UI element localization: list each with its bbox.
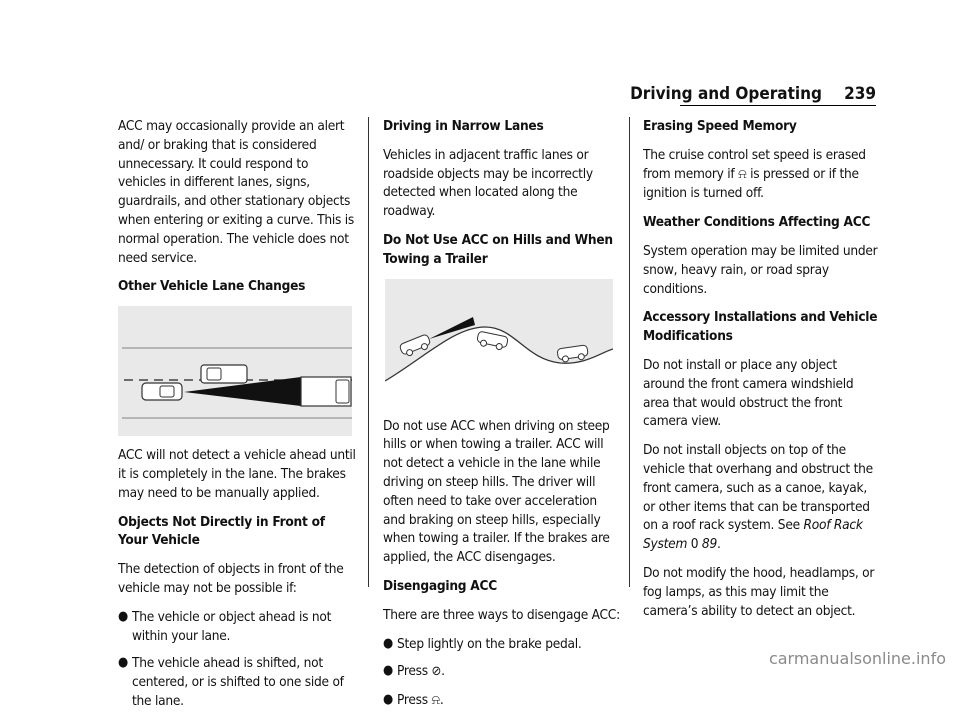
subheading: Disengaging ACC bbox=[383, 577, 497, 594]
subheading: Driving in Narrow Lanes bbox=[383, 118, 544, 134]
paragraph: There are three ways to disengage ACC: bbox=[383, 606, 620, 623]
list-item: ● Press ⍾. bbox=[383, 692, 444, 709]
paragraph: The detection of objects in front of the vehicle may not be possible if: bbox=[118, 561, 344, 596]
list-item: ● The vehicle ahead is shifted, not centered, or is shifted to one side of the lane. bbox=[118, 655, 344, 709]
bullet-icon: ● bbox=[383, 692, 393, 708]
column-divider bbox=[368, 117, 369, 587]
paragraph: Do not modify the hood, headlamps, or fog lamps, as this may limit the camera’s ability to detect an object. bbox=[643, 564, 875, 619]
cruise-control-icon: ⍾ bbox=[738, 166, 747, 182]
page-ref-arrow: 0 bbox=[690, 536, 699, 553]
cancel-cruise-icon: ⊘ bbox=[431, 664, 442, 680]
cross-reference-link[interactable]: Roof Rack System bbox=[643, 517, 863, 553]
paragraph: The cruise control set speed is erased from memory if ⍾ is pressed or if the ignition is turned off. bbox=[643, 146, 866, 202]
column-divider bbox=[629, 117, 630, 587]
paragraph: Do not install or place any object around the front camera windshield area that would obstruct the front camera view. bbox=[643, 356, 854, 430]
paragraph: ACC may occasionally provide an alert and/ or braking that is considered unnecessary. It could respond to vehicles in different lanes, signs, guardrails, and other stationary objects when entering or exiting a curve. This is normal operation. The vehicle does not need service. bbox=[118, 118, 355, 266]
subheading: Do Not Use ACC on Hills and When Towing a Trailer bbox=[383, 231, 613, 267]
header-rule bbox=[680, 105, 876, 106]
bullet-list bbox=[383, 635, 621, 711]
column-2 bbox=[383, 117, 621, 720]
subheading: Objects Not Directly in Front of Your Vehicle bbox=[118, 513, 325, 549]
column-3 bbox=[643, 117, 881, 630]
page-header bbox=[0, 80, 876, 106]
hills-illustration bbox=[385, 279, 613, 407]
bullet-icon: ● bbox=[383, 663, 393, 679]
bullet-list bbox=[118, 608, 358, 711]
section-title: Driving and Operating bbox=[630, 84, 822, 104]
column-1 bbox=[118, 117, 358, 720]
paragraph: Vehicles in adjacent traffic lanes or roadside objects may be incorrectly detected when located along the roadway. bbox=[383, 146, 593, 220]
watermark: carmanualsonline.info bbox=[768, 649, 946, 668]
paragraph: Do not install objects on top of the vehicle that overhang and obstruct the front camera, such as a canoe, kayak, or other items that can be transported on a roof rack system. See Roof Rack System 0 89. bbox=[643, 442, 873, 553]
subheading: Weather Conditions Affecting ACC bbox=[643, 214, 871, 231]
subheading: Other Vehicle Lane Changes bbox=[118, 278, 306, 295]
list-item: ● Press ⊘. bbox=[383, 663, 445, 680]
paragraph: ACC will not detect a vehicle ahead until it is completely in the lane. The brakes may need to be manually applied. bbox=[118, 447, 356, 501]
bullet-icon: ● bbox=[118, 655, 128, 671]
cruise-control-icon: ⍾ bbox=[431, 693, 440, 709]
paragraph: Do not use ACC when driving on steep hills or when towing a trailer. ACC will not detect a vehicle in the lane while driving on steep hills. The driver will often need to take over acceleration and braking on steep hills, especially when towing a trailer. If the brakes are applied, the ACC disengages. bbox=[383, 417, 610, 566]
subheading: Accessory Installations and Vehicle Modifications bbox=[643, 309, 878, 345]
paragraph: System operation may be limited under snow, heavy rain, or road spray conditions. bbox=[643, 242, 878, 297]
list-item: ● Step lightly on the brake pedal. bbox=[383, 635, 582, 652]
page-number: 239 bbox=[844, 84, 876, 104]
cross-reference-page[interactable]: 89 bbox=[701, 536, 717, 553]
bullet-icon: ● bbox=[118, 608, 128, 624]
subheading: Erasing Speed Memory bbox=[643, 118, 797, 134]
list-item: ● The vehicle or object ahead is not within your lane. bbox=[118, 608, 332, 644]
bullet-icon: ● bbox=[383, 635, 393, 651]
lane-change-illustration bbox=[118, 306, 352, 436]
